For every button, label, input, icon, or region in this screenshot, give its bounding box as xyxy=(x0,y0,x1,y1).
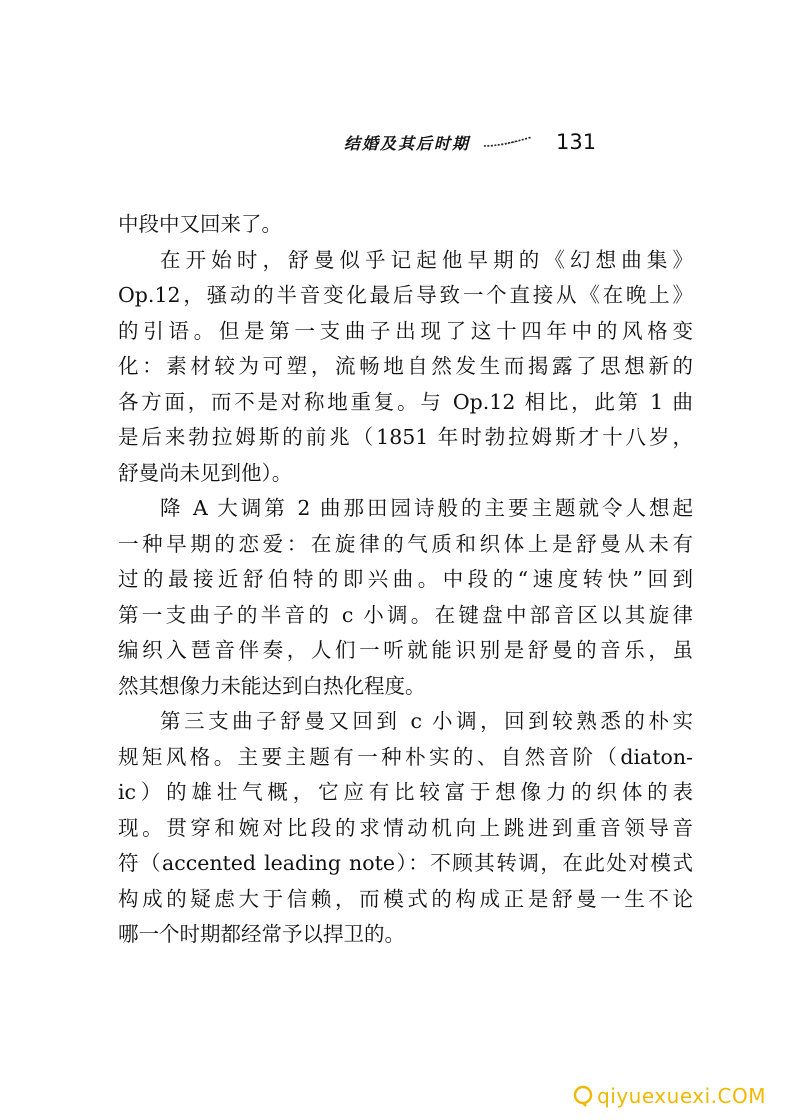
text-line: 符（accented leading note）：不顾其转调，在此处对模式 xyxy=(118,851,693,875)
body-text xyxy=(118,207,693,953)
paragraph xyxy=(118,491,693,704)
text-line: 第一支曲子的半音的 c 小调。在键盘中部音区以其旋律 xyxy=(118,602,693,627)
header-ornament-icon xyxy=(482,135,534,149)
text-line: 过的最接近舒伯特的即兴曲。中段的“速度转快”回到 xyxy=(118,567,693,591)
text-line: 各方面，而不是对称地重复。与 Op.12 相比，此第 1 曲 xyxy=(118,389,693,414)
running-header xyxy=(344,126,596,158)
paragraph xyxy=(118,704,693,953)
text-line: 化：素材较为可塑，流畅地自然发生而揭露了思想新的 xyxy=(118,354,693,378)
watermark-logo-icon xyxy=(573,1085,593,1107)
text-line: 降 A 大调第 2 曲那田园诗般的主要主题就令人想起 xyxy=(160,496,693,520)
paragraph xyxy=(118,243,693,492)
text-line: 现。贯穿和婉对比段的求情动机向上跳进到重音领导音 xyxy=(118,815,693,840)
text-line: 编织入琶音伴奏，人们一听就能识别是舒曼的音乐，虽 xyxy=(118,638,693,662)
text-line: 一种早期的恋爱：在旋律的气质和织体上是舒曼从未有 xyxy=(118,531,693,556)
text-line: Op.12，骚动的半音变化最后导致一个直接从《在晚上》 xyxy=(118,283,693,307)
chapter-title: 结婚及其后时期 xyxy=(344,133,471,153)
text-line: 规矩风格。主要主题有一种朴实的、自然音阶（diaton- xyxy=(118,744,693,769)
text-line: 舒曼尚未见到他）。 xyxy=(118,460,293,485)
text-line: 中段中又回来了。 xyxy=(118,212,282,236)
watermark-text: qiyuexuexi.COM xyxy=(597,1084,766,1108)
text-line: 第三支曲子舒曼又回到 c 小调，回到较熟悉的朴实 xyxy=(160,709,693,733)
page-number: 131 xyxy=(556,130,597,154)
paragraph xyxy=(118,207,693,243)
text-line: ic）的雄壮气概，它应有比较富于想像力的织体的表 xyxy=(118,780,693,804)
text-line: 哪一个时期都经常予以捍卫的。 xyxy=(118,922,405,946)
watermark xyxy=(573,1084,766,1108)
text-line: 构成的疑虑大于信赖，而模式的构成正是舒曼一生不论 xyxy=(118,886,693,911)
text-line: 是后来勃拉姆斯的前兆（1851 年时勃拉姆斯才十八岁， xyxy=(118,425,693,449)
text-line: 在开始时，舒曼似乎记起他早期的《幻想曲集》 xyxy=(160,247,693,272)
text-line: 然其想像力未能达到白热化程度。 xyxy=(118,673,426,698)
text-line: 的引语。但是第一支曲子出现了这十四年中的风格变 xyxy=(118,318,693,343)
